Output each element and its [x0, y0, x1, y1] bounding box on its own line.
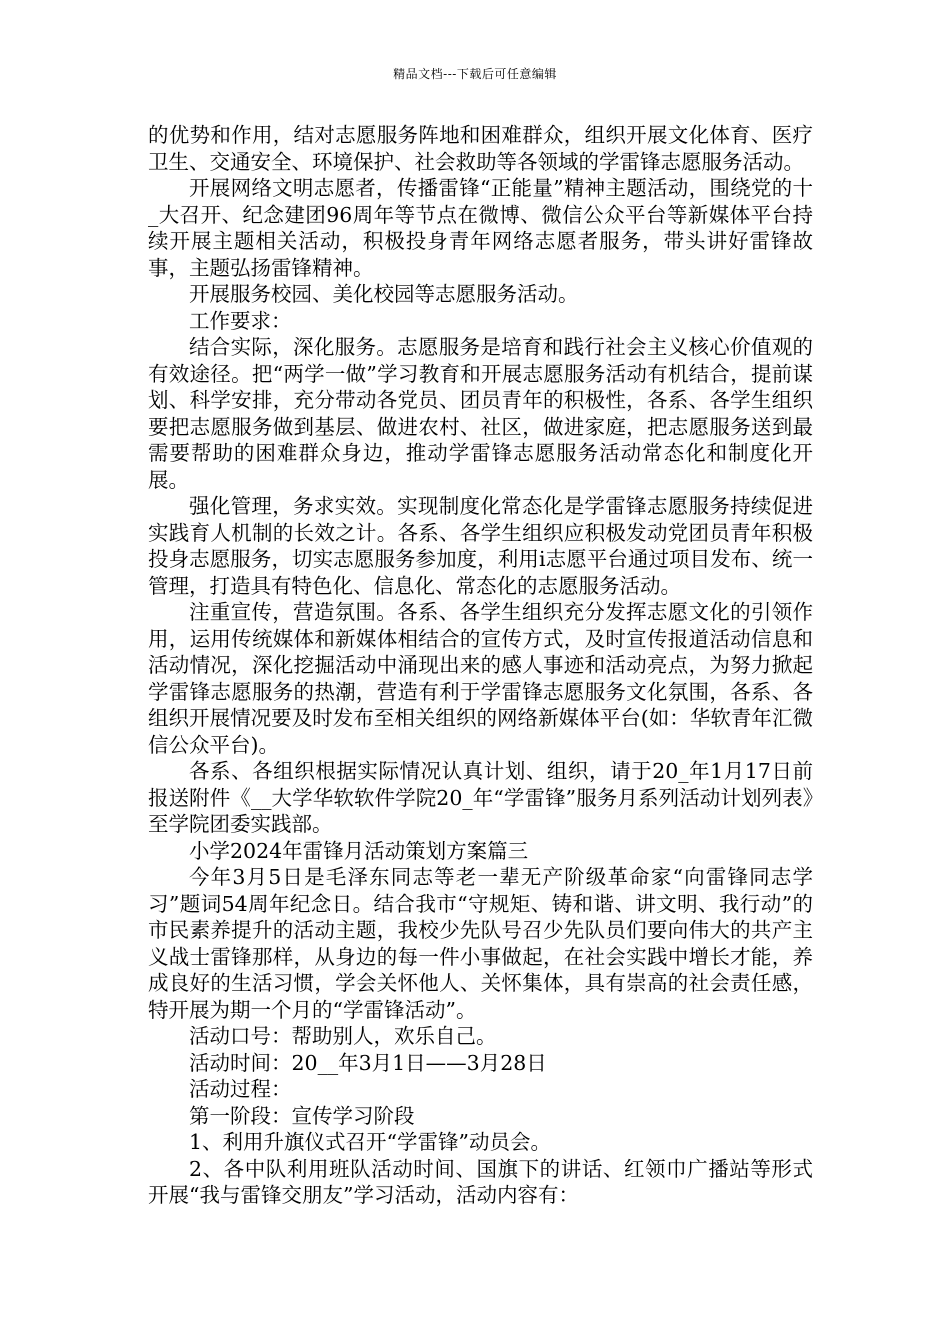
page-header: 精品文档---下载后可任意编辑: [393, 67, 557, 81]
paragraph: 开展服务校园、美化校园等志愿服务活动。: [189, 282, 579, 306]
document-body: [148, 122, 813, 1209]
paragraph: 各系、各组织根据实际情况认真计划、组织，请于20_年1月17日前报送附件《__大学华软软件学院20_年“学雷锋”服务月系列活动计划列表》至学院团委实践部。: [148, 759, 813, 836]
paragraph: 活动过程：: [189, 1077, 292, 1101]
paragraph: 结合实际，深化服务。志愿服务是培育和践行社会主义核心价值观的有效途径。把“两学一做”学习教育和开展志愿服务活动有机结合，提前谋划、科学安排，充分带动各党员、团员青年的积极性，各系、各学生组织要把志愿服务做到基层、做进农村、社区，做进家庭，把志愿服务送到最需要帮助的困难群众身边，推动学雷锋志愿服务活动常态化和制度化开展。: [148, 335, 813, 492]
paragraph: 今年3月5日是毛泽东同志等老一辈无产阶级革命家“向雷锋同志学习”题词54周年纪念日。结合我市“守规矩、铸和谐、讲文明、我行动”的市民素养提升的活动主题，我校少先队号召少先队员们要向伟大的共产主义战士雷锋那样，从身边的每一件小事做起，在社会实践中增长才能，养成良好的生活习惯，学会关怀他人、关怀集体，具有崇高的社会责任感，特开展为期一个月的“学雷锋活动”。: [148, 865, 813, 1022]
paragraph: 活动时间：20__年3月1日——3月28日: [189, 1050, 547, 1075]
paragraph: 开展网络文明志愿者，传播雷锋“正能量”精神主题活动，围绕党的十_大召开、纪念建团96周年等节点在微博、微信公众平台等新媒体平台持续开展主题相关活动，积极投身青年网络志愿者服务，带头讲好雷锋故事，主题弘扬雷锋精神。: [148, 176, 813, 280]
paragraph: 2、各中队利用班队活动时间、国旗下的讲话、红领巾广播站等形式开展“我与雷锋交朋友”学习活动，活动内容有：: [148, 1156, 813, 1207]
paragraph: 活动口号：帮助别人，欢乐自己。: [189, 1024, 497, 1048]
paragraph: 强化管理，务求实效。实现制度化常态化是学雷锋志愿服务持续促进实践育人机制的长效之计。各系、各学生组织应积极发动党团员青年积极投身志愿服务，切实志愿服务参加度，利用i志愿平台通过项目发布、统一管理，打造具有特色化、信息化、常态化的志愿服务活动。: [148, 494, 813, 598]
paragraph: 注重宣传，营造氛围。各系、各学生组织充分发挥志愿文化的引领作用，运用传统媒体和新媒体相结合的宣传方式，及时宣传报道活动信息和活动情况，深化挖掘活动中涌现出来的感人事迹和活动亮点，为努力掀起学雷锋志愿服务的热潮，营造有利于学雷锋志愿服务文化氛围，各系、各组织开展情况要及时发布至相关组织的网络新媒体平台(如：华软青年汇微信公众平台)。: [148, 600, 813, 757]
section-heading: 小学2024年雷锋月活动策划方案篇三: [189, 838, 529, 863]
paragraph: 工作要求：: [189, 308, 292, 333]
paragraph: 的优势和作用，结对志愿服务阵地和困难群众，组织开展文化体育、医疗卫生、交通安全、环境保护、社会救助等各领域的学雷锋志愿服务活动。: [148, 123, 813, 174]
paragraph: 第一阶段：宣传学习阶段: [189, 1103, 415, 1128]
paragraph: 1、利用升旗仪式召开“学雷锋”动员会。: [189, 1130, 552, 1154]
